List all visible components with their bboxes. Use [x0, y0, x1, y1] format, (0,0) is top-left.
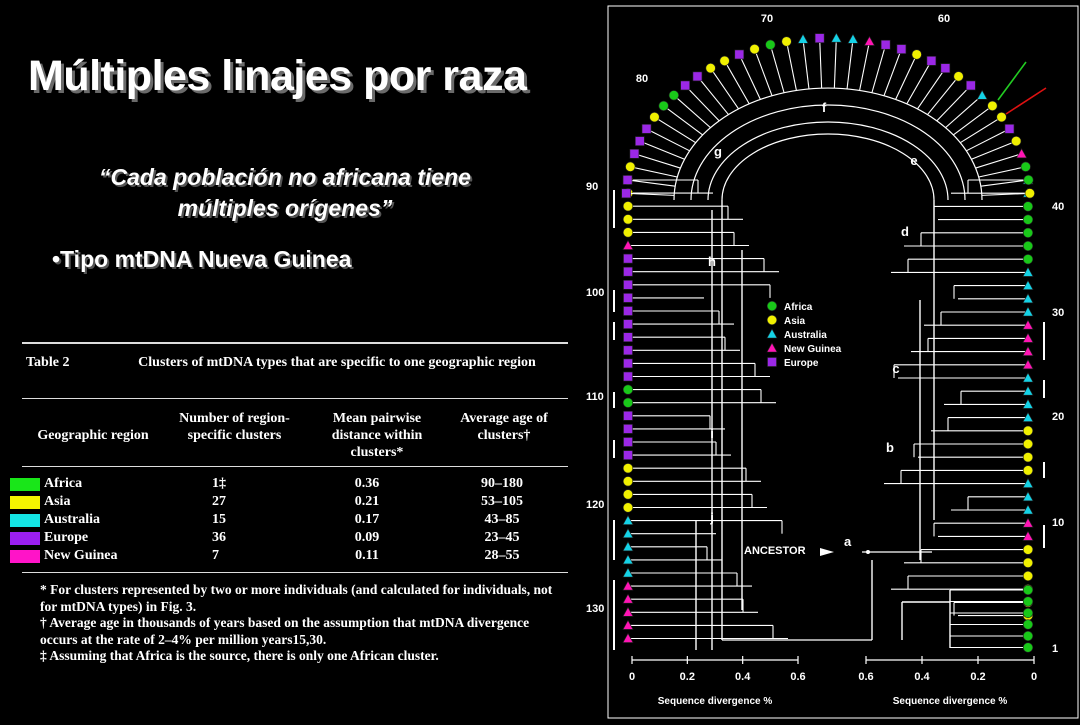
table-rule [22, 572, 568, 573]
tree-branch [803, 39, 809, 89]
figure-label: j [710, 510, 714, 525]
slide-quote: “Cada población no africana tiene múltiples orígenes” [99, 164, 471, 221]
leaf-marker [997, 112, 1007, 122]
leaf-marker [977, 90, 987, 99]
figure-label: 0.4 [735, 671, 751, 683]
highlight-arrow [998, 62, 1026, 100]
table-row [22, 548, 568, 566]
tree-branch [860, 41, 870, 90]
figure-label: b [886, 440, 894, 455]
figure-label: a [844, 534, 852, 549]
figure-label: 130 [586, 603, 605, 615]
leaf-marker [624, 372, 633, 381]
tree-arc [722, 134, 934, 200]
leaf-marker [624, 359, 633, 368]
color-swatch [10, 532, 40, 545]
leaf-marker [1023, 202, 1033, 212]
figure-label: 0.6 [858, 671, 874, 683]
leaf-marker [798, 34, 808, 43]
leaf-marker [659, 101, 669, 111]
leaf-marker [954, 72, 964, 82]
leaf-marker [623, 201, 633, 211]
leaf-marker [623, 385, 633, 395]
row-region: Australia [44, 512, 100, 527]
figure-label: 0.2 [679, 671, 695, 683]
figure-label: 0 [628, 671, 636, 683]
leaf-marker [1023, 545, 1033, 555]
tree-branch [981, 180, 1029, 186]
row-region: Europe [44, 530, 89, 545]
figure-label: Australia [784, 330, 827, 341]
leaf-marker [815, 34, 824, 43]
highlight-arrow [1006, 88, 1046, 114]
tree-branch [884, 49, 901, 96]
row-age: 90–180 [481, 476, 523, 491]
color-swatch [10, 496, 40, 509]
leaf-marker [623, 215, 633, 225]
leaf-marker [1023, 571, 1033, 581]
figure-label: ANCESTOR [744, 545, 806, 557]
color-swatch [10, 550, 40, 563]
leaf-marker [624, 346, 633, 355]
tree-branch [787, 41, 797, 90]
leaf-marker [642, 124, 651, 133]
leaf-marker [706, 63, 716, 73]
tree-branch [634, 154, 680, 168]
row-clusters: 36 [212, 530, 226, 545]
table-body [22, 476, 568, 566]
leaf-marker [912, 50, 922, 60]
figure-label: 60 [937, 13, 951, 25]
table-row [22, 512, 568, 530]
header-region: Geographic region [37, 428, 149, 443]
row-clusters: 7 [212, 548, 219, 563]
tree-branch [630, 167, 677, 177]
leaf-marker [693, 72, 702, 81]
leaf-marker [1023, 643, 1033, 653]
leaf-marker [624, 451, 633, 460]
color-swatch [10, 514, 40, 527]
tree-branch [872, 45, 886, 93]
leaf-marker [1023, 215, 1033, 225]
leaf-marker [782, 37, 792, 47]
tree-branch [937, 85, 971, 120]
tree-branch [820, 38, 822, 88]
leaf-marker [1023, 608, 1033, 618]
leaf-marker [681, 81, 690, 90]
tree-branch [697, 76, 728, 114]
row-region: Asia [44, 494, 71, 509]
tree-branch [664, 106, 703, 135]
figure-label: New Guinea [784, 344, 842, 355]
leaf-marker [720, 56, 730, 66]
table-row [22, 494, 568, 512]
figure-label: 100 [586, 287, 605, 299]
tree-branch [685, 85, 719, 120]
leaf-marker [669, 90, 679, 100]
figure-label: Sequence divergence % [892, 696, 1008, 707]
leaf-marker [864, 36, 874, 45]
figure-label: c [892, 361, 900, 376]
leaf-marker [767, 301, 777, 311]
leaf-marker [1023, 241, 1033, 251]
table-rule [22, 398, 568, 399]
footnote: ‡ Assuming that Africa is the source, there is only one African cluster. [40, 648, 439, 663]
leaf-marker [767, 343, 777, 352]
ancestor-arrow [820, 548, 834, 556]
figure-label: Asia [784, 316, 806, 327]
leaf-marker [1023, 558, 1033, 568]
figure-label: Africa [784, 302, 813, 313]
row-clusters: 15 [212, 512, 226, 527]
tree-branch [711, 68, 739, 109]
row-region: Africa [44, 476, 83, 491]
slide-title: Múltiples linajes por raza [28, 52, 527, 100]
figure-label: 80 [635, 73, 649, 85]
leaf-marker [624, 320, 633, 329]
figure-label: 110 [586, 391, 604, 403]
header-clusters: Number of region-specific clusters [179, 411, 290, 443]
row-age: 28–55 [484, 548, 520, 563]
tree-branch [647, 129, 690, 151]
leaf-marker [768, 358, 777, 367]
color-swatch [10, 478, 40, 491]
figure-label: 1 [1052, 643, 1059, 655]
leaf-marker [623, 398, 633, 408]
leaf-marker [624, 280, 633, 289]
leaf-marker [1011, 136, 1021, 146]
leaf-marker [650, 112, 660, 122]
leaf-marker [635, 137, 644, 146]
figure-label: 0.4 [914, 671, 930, 683]
leaf-marker [1021, 162, 1031, 172]
leaf-marker [1023, 452, 1033, 462]
footnote: * For clusters represented by two or more individuals (and calculated for individuals, not for mtDNA types) in Fig. 3. [40, 582, 553, 614]
table-rule [22, 466, 568, 467]
tree-branch [946, 95, 983, 127]
leaf-marker [941, 64, 950, 73]
bullet-item: •Tipo mtDNA Nueva Guinea [52, 246, 352, 272]
row-age: 23–45 [484, 530, 520, 545]
figure-label: h [708, 254, 716, 269]
figure-label: 70 [760, 13, 774, 25]
leaf-marker [624, 411, 633, 420]
figure-label: 90 [586, 181, 599, 193]
tree-branch [928, 76, 959, 114]
figure-label: Europe [784, 358, 819, 369]
leaf-marker [1023, 228, 1033, 238]
table-top-rule [22, 342, 568, 344]
phylogenetic-tree-figure [572, 0, 1080, 720]
leaf-marker [1023, 254, 1033, 264]
row-distance: 0.09 [354, 530, 380, 545]
figure-label: 0 [1030, 671, 1038, 683]
row-distance: 0.21 [354, 494, 380, 509]
leaf-marker [988, 101, 998, 111]
figure-label: f [821, 100, 827, 115]
row-clusters: 1‡ [212, 476, 226, 491]
tree-branch [976, 154, 1022, 168]
leaf-marker [1024, 175, 1034, 185]
tree-branch [917, 68, 945, 109]
row-region: New Guinea [44, 548, 118, 563]
leaf-marker [1023, 439, 1033, 449]
leaf-marker [735, 50, 744, 59]
figure-label: 40 [1052, 201, 1065, 213]
figure-label: 20 [1052, 411, 1065, 423]
figure-label: 120 [586, 499, 605, 511]
leaf-marker [848, 34, 858, 43]
row-age: 53–105 [481, 494, 523, 509]
leaf-marker [966, 81, 975, 90]
row-distance: 0.17 [354, 512, 380, 527]
leaf-marker [1005, 124, 1014, 133]
leaf-marker [1023, 620, 1033, 630]
row-distance: 0.11 [355, 548, 379, 563]
leaf-marker [623, 228, 633, 238]
leaf-marker [881, 40, 890, 49]
leaf-marker [624, 307, 633, 316]
leaf-marker [630, 149, 639, 158]
leaf-marker [623, 463, 633, 473]
header-distance: Mean pairwise distance within clusters* [331, 411, 423, 460]
row-distance: 0.36 [354, 476, 380, 491]
table-caption: Clusters of mtDNA types that are specific to one geographic region [138, 355, 536, 370]
leaf-marker [624, 424, 633, 433]
leaf-marker [767, 315, 777, 325]
tree-branch [953, 106, 992, 135]
figure-label: 0.2 [970, 671, 986, 683]
leaf-marker [624, 333, 633, 342]
leaf-marker [1023, 631, 1033, 641]
leaf-marker [1023, 585, 1033, 595]
tree-branch [770, 45, 784, 93]
table-footnotes [22, 582, 568, 665]
leaf-marker [1025, 189, 1035, 199]
footnote: † Average age in thousands of years based on the assumption that mtDNA divergence occurs at the rate of 2–4% per million years15,30. [40, 615, 530, 647]
figure-label: 0.6 [790, 671, 806, 683]
tree-branch [755, 49, 772, 96]
leaf-marker [623, 503, 633, 513]
leaf-marker [1023, 466, 1033, 476]
clusters-table [22, 338, 568, 688]
leaf-marker [622, 189, 631, 198]
figure-label: g [714, 144, 722, 159]
leaf-marker [766, 40, 776, 50]
leaf-marker [1023, 597, 1033, 607]
table-row [22, 530, 568, 548]
header-age: Average age of clusters† [460, 411, 548, 443]
leaf-marker [624, 267, 633, 276]
leaf-marker [623, 490, 633, 500]
leaf-marker [1023, 426, 1033, 436]
table-label: Table 2 [26, 355, 70, 370]
tree-branch [847, 39, 853, 89]
tree-branch [640, 141, 685, 159]
figure-label: e [910, 153, 918, 168]
leaf-marker [750, 44, 760, 54]
leaf-marker [624, 438, 633, 447]
row-age: 43–85 [484, 512, 520, 527]
figure-label: Sequence divergence % [657, 696, 773, 707]
leaf-marker [897, 45, 906, 54]
figure-label: d [901, 224, 909, 239]
leaf-marker [831, 33, 841, 42]
leaf-marker [623, 175, 632, 184]
figure-label: 30 [1052, 307, 1065, 319]
leaf-marker [624, 254, 633, 263]
tree-branch [674, 95, 711, 127]
tree-branch [971, 141, 1016, 159]
ancestor-node [866, 550, 870, 554]
row-clusters: 27 [212, 494, 226, 509]
leaf-marker [623, 477, 633, 487]
leaf-marker [767, 329, 777, 338]
tree-branch [628, 180, 676, 186]
leaf-marker [927, 56, 936, 65]
table-row [22, 476, 568, 494]
phylogenetic-tree [572, 0, 1080, 720]
tree-branch [966, 129, 1009, 151]
leaf-marker [625, 162, 635, 172]
leaf-marker [1017, 149, 1027, 158]
tree-branch [960, 117, 1001, 143]
figure-label: i [710, 426, 714, 441]
tree-branch [654, 117, 695, 143]
figure-label: 10 [1052, 517, 1065, 529]
leaf-marker [624, 293, 633, 302]
tree-branch [834, 38, 836, 88]
tree-branch [979, 167, 1026, 177]
